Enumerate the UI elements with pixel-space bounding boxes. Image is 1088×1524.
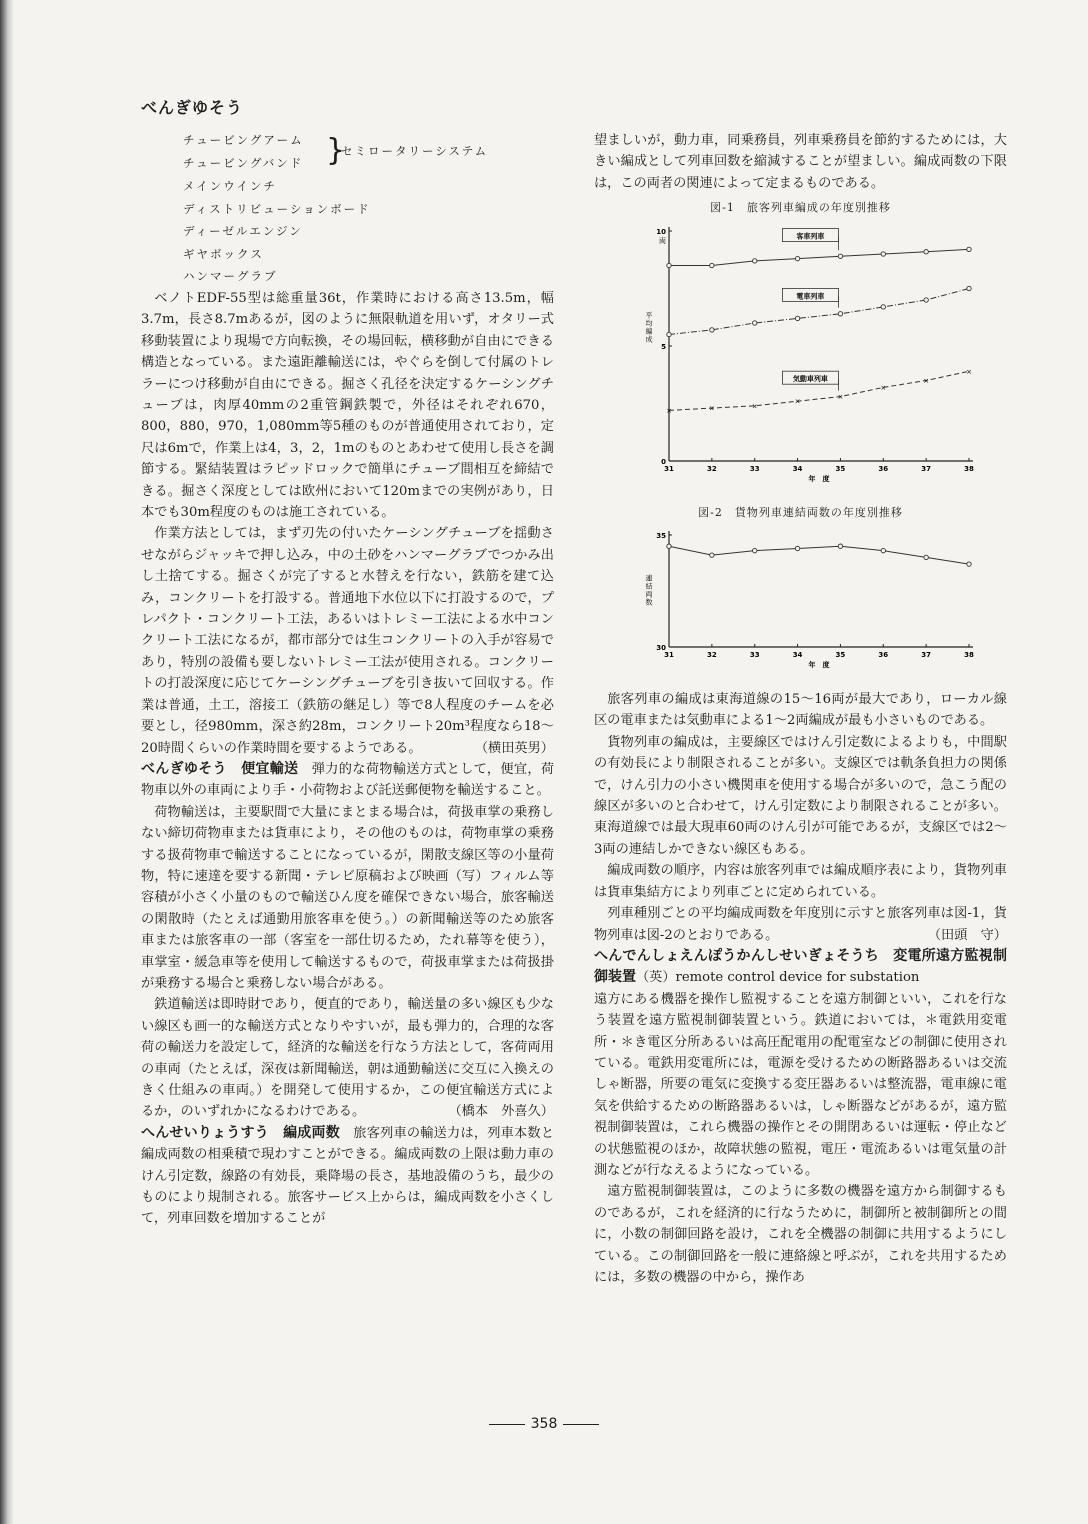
term-item: ハンマーグラブ <box>183 269 278 284</box>
data-point <box>838 254 842 258</box>
paragraph: 編成両数の順序，内容は旅客列車では編成順序表により，貨物列車は貨車集結方により列車ごとに定められている。 <box>594 863 1007 900</box>
x-tick-label: 35 <box>835 464 845 473</box>
paragraph-text: 鉄道輸送は即時財であり，便直的であり，輸送量の多い線区も少ない線区も画一的な輸送方式となりやすいが，最も弾力的，合理的な客荷の輸送力を設定して，経済的な輸送を行なう方法として，客荷両用の車両（たとえば，深夜は新聞輸送，朝は通勤輸送に交互に入換えのきく仕組みの車両。）を開発して使用するか，この便宜輸送方式によるか，のいずれかになるわけである。 <box>141 997 554 1120</box>
entry-english: （英）remote control device for substation <box>636 970 920 986</box>
paragraph <box>594 903 1007 946</box>
term-tubing-band: チュービングバンド <box>183 155 304 170</box>
paragraph: 望ましいが，動力車，同乗務員，列車乗務員を節約するためには，大きい編成として列車回数を縮減することが望ましい。編成両数の下限は，この両者の関連によって定まるものである。 <box>594 133 1007 191</box>
paragraph: 貨物列車の編成は，主要線区ではけん引定数によるよりも，中間駅の有効長により制限されることが多い。支線区では軌条負担力の関係で，けん引力の小さい機関車を使用する場合が多いので，急こう配の線区が多いのと合わせて，けん引定数により制限されることが多い。東海道線では最大現車60両のけん引が可能であるが，支線区では2～3両の連結しかできない線区もある。 <box>594 734 1007 857</box>
data-point: × <box>922 376 929 385</box>
author-credit: （田頭 守） <box>927 927 1007 943</box>
data-point <box>795 256 799 260</box>
x-tick-label: 38 <box>963 651 974 660</box>
data-point <box>923 249 927 253</box>
data-point <box>709 327 713 331</box>
y-tick-label: 30 <box>655 644 666 653</box>
x-tick-label: 33 <box>749 464 760 473</box>
data-point <box>666 332 670 336</box>
data-point: × <box>879 383 886 392</box>
data-point <box>709 553 713 557</box>
data-point: × <box>751 401 758 410</box>
data-point: × <box>794 397 801 406</box>
y-axis-label: 平均編成 <box>644 311 653 344</box>
data-point <box>795 316 799 320</box>
data-point <box>666 263 670 267</box>
data-point <box>881 251 885 255</box>
entry-hensei <box>141 1123 554 1230</box>
paragraph-text: 作業方法としては，まず刃先の付いたケーシングチューブを揺動させながらジャッキで押し込み，中の土砂をハンマーグラブでつかみ出し土捨てする。掘さくが完了すると水替えを行ない，鉄筋を建て込み，コンクリートを打設する。普通地下水位以下に打設するので，プレパクト・コンクリート工法，あるいはトレミー工法による水中コンクリート工法になるが，都市部分では生コンクリートの入手が容易であり，特別の設備も要しないトレミー工法が使用される。コンクリートの打設深度に応じてケーシングチューブを引き抜いて回収する。作業は普通，土工，溶接工（鉄筋の継足し）等で8人程度のチームを必要とし，径980mm，深さ約28m，コンクリート20m³程度なら18～20時間くらいの作業時間を要するようである。 <box>141 526 554 756</box>
dash <box>563 1424 599 1425</box>
data-point <box>709 263 713 267</box>
entry-text: 弾力的な荷物輸送方式として，便宜，荷物車以外の車両により手・小荷物および託送郵便物を輸送すること。 <box>141 761 555 799</box>
x-tick-label: 32 <box>706 464 717 473</box>
running-header: べんぎゆそう <box>141 98 244 117</box>
brace-symbol: } <box>326 133 348 168</box>
term-item: ディストリビューションボード <box>183 201 371 216</box>
page-number-text: 358 <box>530 1416 558 1432</box>
x-tick-label: 36 <box>877 651 888 660</box>
data-point <box>881 549 885 553</box>
paragraph: 遠方監視制御装置は，このように多数の機器を遠方から制御するものであるが，これを経済的に行なうために，制御所と被制御所との間に，小数の制御回路を設け，これを全機器の制御に共用するようにしている。この制御回路を一般に連絡線と呼ぶが，これを共用するためには，多数の機器の中から，操作あ <box>594 1184 1007 1285</box>
scan-edge <box>0 0 14 1524</box>
term-item: ディーゼルエンジン <box>183 224 303 239</box>
entry-benkyusou <box>141 759 554 802</box>
y-tick-label: 35 <box>655 532 666 541</box>
term-item: ギヤボックス <box>183 246 264 261</box>
x-tick-label: 31 <box>663 651 674 660</box>
x-tick-label: 34 <box>792 464 802 473</box>
data-point <box>838 544 842 548</box>
term-tubing-arm: チュービングアーム <box>183 133 304 147</box>
y-tick-label: 10 <box>655 227 666 236</box>
data-point: × <box>708 404 715 413</box>
paragraph <box>141 523 554 758</box>
term-list <box>183 175 554 288</box>
figure-1-chart <box>621 219 981 499</box>
left-column <box>141 130 554 1230</box>
x-tick-label: 35 <box>835 651 845 660</box>
data-point <box>881 304 885 308</box>
x-tick-label: 32 <box>706 651 717 660</box>
y-tick-label: 0 <box>660 457 666 466</box>
right-column <box>594 130 1007 1288</box>
data-point <box>666 544 670 548</box>
x-tick-label: 37 <box>920 464 931 473</box>
brace-group <box>183 130 554 175</box>
data-point: × <box>965 367 972 376</box>
x-tick-label: 34 <box>792 651 802 660</box>
paragraph <box>141 994 554 1122</box>
x-axis-label: 年 度 <box>808 661 829 670</box>
author-credit: （横田英男） <box>474 740 554 756</box>
entry-text: 遠方にある機器を操作し監視することを遠方制御といい，これを行なう装置を遠方監視制御装置という。鉄道においては，＊電鉄用変電所・＊き電区分所あるいは高圧配電用の配電室などの制御に使用されている。電鉄用変電所には，電源を受けるための断路器あるいは交流しゃ断器，所要の電気に変換する変圧器あるいは整流器，電車線に電気を供給するための断路器あるいは，しゃ断器などがあるが，遠方監視制御装置は，これら機器の操作とその開閉あるいは運転・停止などの状態監視のほか，故障状態の監視，電圧・電流あるいは電気量の計測などが行なえるようになっている。 <box>594 991 1007 1178</box>
data-point: × <box>665 406 672 415</box>
term-item: メインウインチ <box>183 179 277 193</box>
paragraph: ベノトEDF-55型は総重量36t，作業時における高さ13.5m，幅3.7m，長さ8.7mあるが，図のように無限軌道を用いず，オタリー式移動装置により現場で方向転換，その場回転，横移動が自由にできる構造となっている。また遠距離輸送には，やぐらを倒して付属のトレラーにつけ移動が自由にできる。掘さく孔径を決定するケーシングチューブは，肉厚40mmの2重管鋼鉄製で，外径はそれぞれ670，800，880，970，1,080mm等5種のものが普通使用されており，定尺は6mで，作業上は4，3，2，1mのものとあわせて使用し長さを調節する。緊結装置はラピッドロックで簡単にチューブ間相互を締結できる。掘さく深度としては欧州において120mまでの実例があり，日本でも30m程度のものは施工されている。 <box>141 290 554 521</box>
paragraph: 荷物輸送は，主要駅間で大量にまとまる場合は，荷扱車掌の乗務しない締切荷物車または貨車により，その他のものは，荷物車掌の乗務する扱荷物車で輸送することになっているが，閑散支線区等の小量荷物，特に速達を要する新聞・テレビ原稿および映画（写）フィルム等容積が小さく小量のもので輸送ひん度を確保できない場合，旅客輸送の閑散時（たとえば通勤用旅客車を使う。）の新聞輸送等のため旅客車または旅客車の一部（客室を一部仕切るため，たれ幕等を使う），車掌室・緩急車等を使用して輸送するもので，荷扱車掌または荷扱掛が乗務する場合と乗務しない場合がある。 <box>141 804 554 991</box>
entry-heading: べんぎゆそう 便宜輸送 <box>141 760 299 777</box>
y-tick-label: 5 <box>660 342 666 351</box>
series-label: 客車列車 <box>795 232 824 241</box>
y-unit-label: 両 <box>658 236 666 245</box>
figure-2-chart <box>621 523 981 683</box>
figure-1-caption: 図-1 旅客列車編成の年度別推移 <box>710 201 891 215</box>
paragraph: 旅客列車の編成は東海道線の15～16両が最大であり，ローカル線区の電車または気動車による1～2両編成が最も小さいものである。 <box>594 692 1007 729</box>
x-tick-label: 36 <box>877 464 888 473</box>
entry-hendensho <box>594 946 1007 989</box>
dash <box>489 1424 525 1425</box>
data-point <box>752 320 756 324</box>
data-point <box>966 286 970 290</box>
author-credit: （橋本 外喜久） <box>448 1104 554 1120</box>
series-label: 気動車列車 <box>792 374 828 383</box>
figure-2-caption: 図-2 貨物列車連結両数の年度別推移 <box>698 505 903 519</box>
page-number <box>0 1416 1088 1432</box>
paragraph-text: 列車種別ごとの平均編成両数を年度別に示すと旅客列車は図-1，貨物列車は図-2のとおりである。 <box>594 906 1007 943</box>
entry-heading: へんせいりょうすう 編成両数 <box>141 1124 340 1141</box>
x-tick-label: 33 <box>749 651 760 660</box>
data-point <box>752 258 756 262</box>
x-axis-label: 年 度 <box>808 474 829 483</box>
data-point <box>838 311 842 315</box>
data-point <box>923 555 927 559</box>
data-point <box>752 549 756 553</box>
data-point <box>966 562 970 566</box>
brace-label: セミロータリーシステム <box>341 144 489 158</box>
entry-heading: へんでんしょえんぽうかんしせいぎょそうち 変電所遠方監視制御装置 <box>594 947 1007 986</box>
data-point <box>923 297 927 301</box>
x-tick-label: 37 <box>920 651 931 660</box>
x-tick-label: 31 <box>663 464 674 473</box>
entry-text: 旅客列車の輸送力は，列車本数と編成両数の相乗積で現わすことができる。編成両数の上限は動力車のけん引定数，線路の有効長，乗降場の長さ，基地設備のうち，最少のものにより規制される。旅客サービス上からは，編成両数を小さくして，列車回数を増加することが <box>141 1125 555 1227</box>
data-point: × <box>836 392 843 401</box>
series-label: 電車列車 <box>795 292 824 301</box>
x-tick-label: 38 <box>963 464 974 473</box>
y-axis-label: 連結両数 <box>644 574 653 607</box>
data-point <box>966 247 970 251</box>
data-point <box>795 546 799 550</box>
